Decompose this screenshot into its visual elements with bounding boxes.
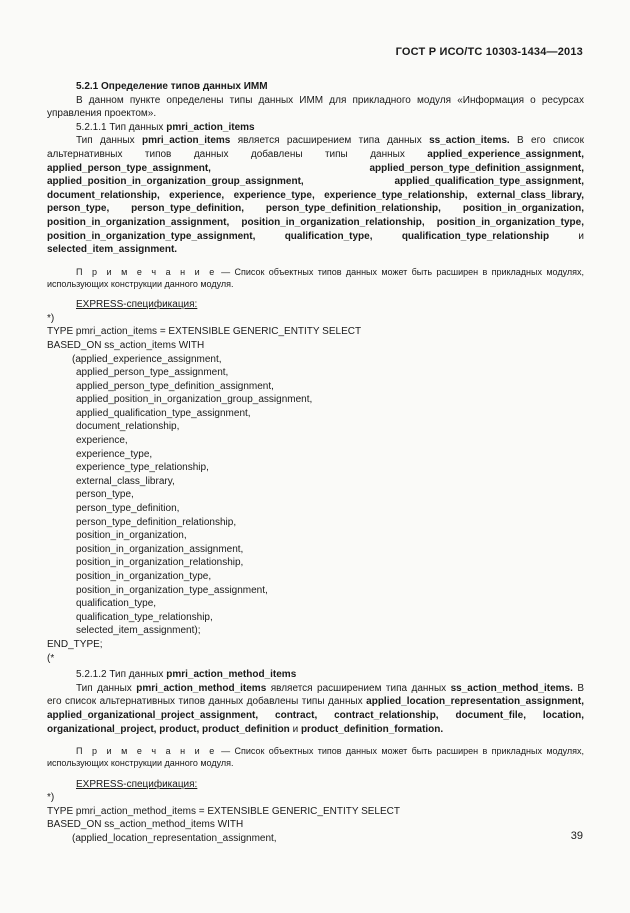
base-type-name: ss_action_method_items. bbox=[450, 682, 573, 694]
document-header: ГОСТ Р ИСО/ТС 10303-1434—2013 bbox=[395, 46, 583, 58]
code-line: END_TYPE; bbox=[47, 638, 103, 650]
code-line: person_type, bbox=[76, 489, 134, 501]
express-label-2: EXPRESS-спецификация: bbox=[76, 778, 198, 790]
code-line: (applied_experience_assignment, bbox=[72, 353, 222, 365]
code-line: *) bbox=[47, 792, 55, 804]
code-line: experience, bbox=[76, 435, 128, 447]
code-line: TYPE pmri_action_items = EXTENSIBLE GENERIC_ENTITY SELECT bbox=[47, 326, 362, 338]
note-label: П р и м е ч а н и е bbox=[76, 746, 217, 757]
page-content bbox=[47, 80, 584, 846]
subsection-heading-2 bbox=[47, 668, 584, 682]
type-list-last: selected_item_assignment. bbox=[47, 244, 178, 256]
express-code-2 bbox=[47, 791, 584, 845]
text-run: и bbox=[289, 723, 301, 735]
code-line: position_in_organization, bbox=[76, 530, 187, 542]
subsection-heading-1 bbox=[47, 121, 584, 135]
subsection-number: 5.2.1.2 Тип данных bbox=[76, 669, 167, 681]
page-number: 39 bbox=[570, 830, 583, 842]
code-line: qualification_type, bbox=[76, 598, 157, 610]
text-run: Тип данных bbox=[76, 135, 142, 147]
code-line: position_in_organization_type, bbox=[76, 571, 212, 582]
code-line: external_class_library, bbox=[76, 475, 175, 487]
code-line: qualification_type_relationship, bbox=[76, 611, 213, 623]
text-run: является расширением типа данных bbox=[230, 135, 430, 147]
express-code-1 bbox=[47, 312, 584, 665]
text-run: Тип данных bbox=[76, 682, 137, 694]
type-description-2 bbox=[47, 682, 584, 736]
code-line: experience_type, bbox=[76, 448, 153, 460]
type-description-1 bbox=[47, 134, 584, 256]
code-line: person_type_definition, bbox=[76, 503, 180, 515]
type-list: applied_location_representation_assignment, applied_organizational_project_assignment, contract, contract_relationship, document_file, location, organizational_project, product, product_definition bbox=[47, 696, 584, 735]
code-line: document_relationship, bbox=[76, 421, 180, 433]
type-name: pmri_action_items bbox=[166, 121, 255, 133]
type-list-last: product_definition_formation. bbox=[300, 723, 444, 735]
section-title: 5.2.1 Определение типов данных ИММ bbox=[76, 81, 268, 92]
text-run: В его список альтернативных типов данных добавлены типы данных bbox=[47, 135, 584, 160]
code-line: applied_person_type_assignment, bbox=[76, 367, 229, 379]
type-name: pmri_action_items bbox=[141, 135, 231, 147]
code-line: BASED_ON ss_action_method_items WITH bbox=[47, 819, 244, 831]
base-type-name: ss_action_items. bbox=[429, 135, 510, 147]
type-name: pmri_action_method_items bbox=[166, 669, 297, 681]
code-line: TYPE pmri_action_method_items = EXTENSIBLE GENERIC_ENTITY SELECT bbox=[47, 805, 400, 817]
type-name: pmri_action_method_items bbox=[136, 682, 267, 694]
code-line: (* bbox=[47, 652, 55, 664]
code-line: (applied_location_representation_assignment, bbox=[72, 832, 277, 844]
code-line: applied_qualification_type_assignment, bbox=[76, 407, 251, 419]
type-list: applied_experience_assignment, applied_person_type_assignment, applied_person_type_definition_assignment, applied_position_in_organization_group_assignment, applied_qualification_type_assignment, document_relationship, experience, experience_type, experience_type_relationship, external_class_library, person_type, person_type_definition, person_type_definition_relationship, position_in_organization, position_in_organization_assignment, position_in_organization_relationship, position_in_organization_type, position_in_organization_type_assignment, qualification_type, qualification_type_relationship bbox=[47, 148, 584, 242]
note-2 bbox=[47, 745, 584, 769]
text-run: В его список альтернативных типов данных добавлены типы данных bbox=[47, 682, 584, 708]
code-line: *) bbox=[47, 312, 55, 324]
code-line: experience_type_relationship, bbox=[76, 462, 209, 474]
code-line: BASED_ON ss_action_items WITH bbox=[47, 339, 205, 351]
note-label: П р и м е ч а н и е bbox=[76, 266, 217, 277]
code-line: selected_item_assignment); bbox=[76, 625, 201, 637]
code-line: position_in_organization_type_assignment, bbox=[76, 584, 268, 596]
note-text: — Список объектных типов данных может быть расширен в прикладных модулях, использующих конструкции данного модуля. bbox=[47, 746, 585, 769]
code-line: position_in_organization_assignment, bbox=[76, 543, 244, 555]
note-text: — Список объектных типов данных может быть расширен в прикладных модулях, использующих конструкции данного модуля. bbox=[47, 266, 585, 289]
text-run: является расширением типа данных bbox=[266, 682, 451, 694]
text-run: и bbox=[549, 230, 584, 242]
express-label-1: EXPRESS-спецификация: bbox=[76, 299, 198, 311]
section-intro: В данном пункте определены типы данных ИММ для прикладного модуля «Информация о ресурсах управления проектом». bbox=[47, 94, 584, 120]
code-line: person_type_definition_relationship, bbox=[76, 516, 237, 528]
note-1 bbox=[47, 266, 584, 290]
subsection-number: 5.2.1.1 Тип данных bbox=[76, 121, 167, 133]
code-line: position_in_organization_relationship, bbox=[76, 557, 244, 569]
code-line: applied_person_type_definition_assignment, bbox=[76, 380, 274, 392]
code-line: applied_position_in_organization_group_assignment, bbox=[76, 394, 313, 406]
